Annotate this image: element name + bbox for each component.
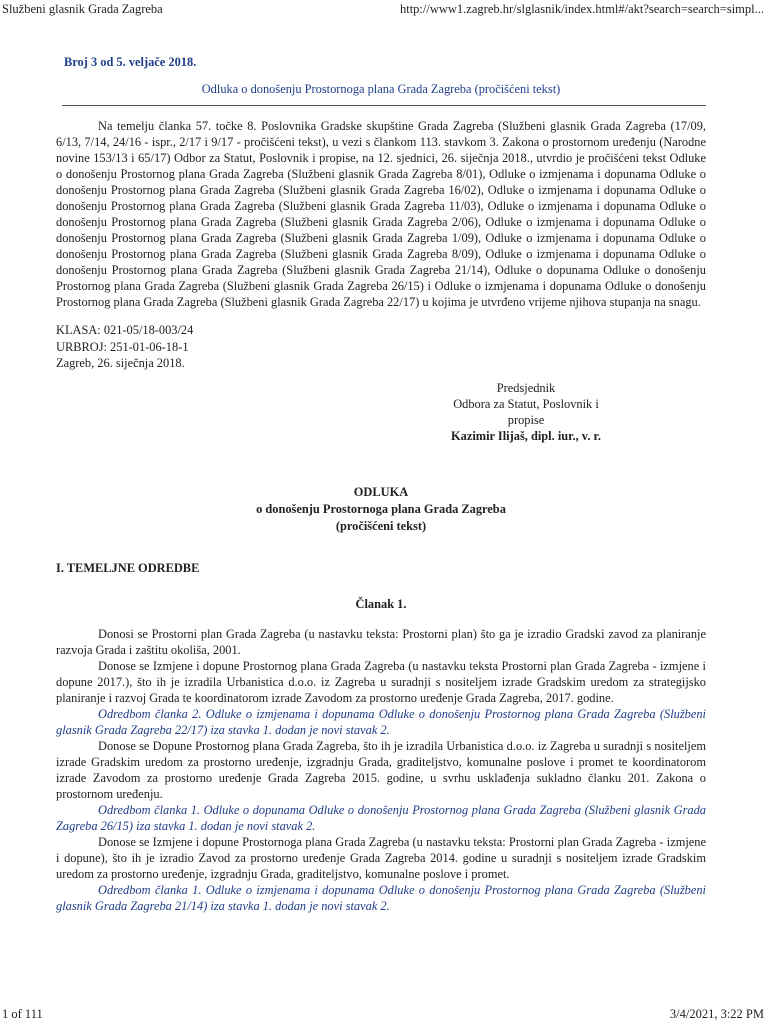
- decision-title: [56, 484, 706, 535]
- article-heading: Članak 1.: [355, 596, 407, 611]
- article-paragraph: Donose se Dopune Prostornog plana Grada Zagreba, što ih je izradila Urbanistica d.o.o. iz Zagreba u suradnji s nositeljem izrade Gradskim uredom za prostorno uređenje, izgradnju Grada, graditeljstvo, komunalne poslove i promet te koordinatorom izrade Zavodom za prostorno uređenje Grada Zagreba 2015. godine, u svrhu usklađenja sukladno članku 201. Zakona o prostornom uređenju.: [56, 738, 706, 801]
- decision-title-line-2: o donošenju Prostornoga plana Grada Zagreba: [256, 501, 506, 516]
- page-counter: 1 of 111: [2, 1007, 43, 1021]
- klasa-line: KLASA: 021-05/18-003/24: [56, 323, 194, 337]
- intro-paragraph: Na temelju članka 57. točke 8. Poslovnika Gradske skupštine Grada Zagreba (Službeni glasnik Grada Zagreba (17/09, 6/13, 7/14, 24/16 - ispr., 2/17 i 9/17 - pročišćeni tekst), u vezi s člankom 113. stavkom 3. Zakona o prostornom uređenju (Narodne novine 153/13 i 65/17) Odbor za Statut, Poslovnik i propise, na 12. sjednici, 26. siječnja 2018., utvrdio je pročišćeni tekst Odluke o donošenju Prostornog plana Grada Zagreba (Službeni glasnik Grada Zagreba 8/01), Odluke o izmjenama i dopunama Odluke o donošenju Prostornog plana Grada Zagreba (Službeni glasnik Grada Zagreba 16/02), Odluke o izmjenama i dopunama Odluke o donošenju Prostornog plana Grada Zagreba (Službeni glasnik Grada Zagreba 11/03), Odluke o izmjenama i dopunama Odluke o donošenju Prostornog plana Grada Zagreba (Službeni glasnik Grada Zagreba 2/06), Odluke o izmjenama i dopunama Odluke o donošenju Prostornog plana Grada Zagreba (Službeni glasnik Grada Zagreba 1/09), Odluke o izmjenama i dopunama Odluke o donošenju Prostornog plana Grada Zagreba (Službeni glasnik Grada Zagreba 8/09), Odluke o izmjenama i dopunama Odluke o donošenju Prostornog plana Grada Zagreba (Službeni glasnik Grada Zagreba 21/14), Odluke o dopunama Odluke o donošenju Prostornog plana Grada Zagreba (Službeni glasnik Grada Zagreba 26/15) i Odluke o izmjenama i dopunama Odluke o donošenju Prostornog plana Grada Zagreba (Službeni glasnik Grada Zagreba 22/17) u kojima je utvrđeno vrijeme njihova stupanja na snagu.: [56, 119, 706, 309]
- document-body: [56, 54, 706, 914]
- divider: [62, 105, 706, 106]
- signature-block: [436, 380, 616, 444]
- print-header: [0, 0, 768, 20]
- amendment-note: Odredbom članka 1. Odluke o dopunama Odluke o donošenju Prostornog plana Grada Zagreba (Službeni glasnik Grada Zagreba 26/15) iza stavka 1. dodan je novi stavak 2.: [56, 802, 706, 833]
- signature-body: Odbora za Statut, Poslovnik i propise: [453, 396, 599, 427]
- reference-block: [56, 322, 706, 372]
- decision-title-line-3: (pročišćeni tekst): [335, 518, 427, 533]
- signature-name: Kazimir Ilijaš, dipl. iur., v. r.: [451, 428, 601, 443]
- document-subtitle[interactable]: Odluka o donošenju Prostornoga plana Grada Zagreba (pročišćeni tekst): [201, 82, 561, 96]
- article-paragraph: Donose se Izmjene i dopune Prostornoga plana Grada Zagreba (u nastavku teksta: Prostorni plan Grada Zagreba - izmjene i dopune), što ih je izradio Zavod za prostorno uređenje Grada Zagreba 2014. godine u suradnji s nositeljem izrade Gradskim uredom za prostorno uređenje, izgradnju Grada, graditeljstvo, komunalne poslove i promet.: [56, 834, 706, 881]
- print-footer: [0, 1007, 768, 1024]
- header-url: http://www1.zagreb.hr/slglasnik/index.html#/akt?search=search=simpl...: [399, 2, 764, 16]
- decision-title-line-1: ODLUKA: [353, 484, 409, 499]
- amendment-note: Odredbom članka 2. Odluke o izmjenama i dopunama Odluke o donošenju Prostornog plana Grada Zagreba (Službeni glasnik Grada Zagreba 22/17) iza stavka 1. dodan je novi stavak 2.: [56, 706, 706, 737]
- urbroj-line: URBROJ: 251-01-06-18-1: [56, 339, 189, 354]
- place-date-line: Zagreb, 26. siječnja 2018.: [56, 356, 185, 370]
- article-paragraph: Donose se Izmjene i dopune Prostornog plana Grada Zagreba (u nastavku teksta Prostorni plan Grada Zagreba - izmjene i dopune 2017.), što ih je izradila Urbanistica d.o.o. iz Zagreba u suradnji s nositeljem izrade Gradskim uredom za strategijsko planiranje i razvoj Grada te koordinatorom izrade Zavodom za prostorno uređenje Grada Zagreba, 2017. godine.: [56, 658, 706, 705]
- print-timestamp: 3/4/2021, 3:22 PM: [669, 1007, 764, 1021]
- header-title: Službeni glasnik Grada Zagreba: [2, 2, 163, 16]
- article-paragraph: Donosi se Prostorni plan Grada Zagreba (u nastavku teksta: Prostorni plan) što ga je izradio Gradski zavod za planiranje razvoja Grada i zaštitu okoliša, 2001.: [56, 626, 706, 657]
- amendment-note: Odredbom članka 1. Odluke o izmjenama i dopunama Odluke o donošenju Prostornog plana Grada Zagreba (Službeni glasnik Grada Zagreba 21/14) iza stavka 1. dodan je novi stavak 2.: [56, 882, 706, 913]
- section-heading: I. TEMELJNE ODREDBE: [56, 560, 200, 575]
- signature-title: Predsjednik: [496, 380, 556, 395]
- issue-label: Broj 3 od 5. veljače 2018.: [64, 55, 197, 69]
